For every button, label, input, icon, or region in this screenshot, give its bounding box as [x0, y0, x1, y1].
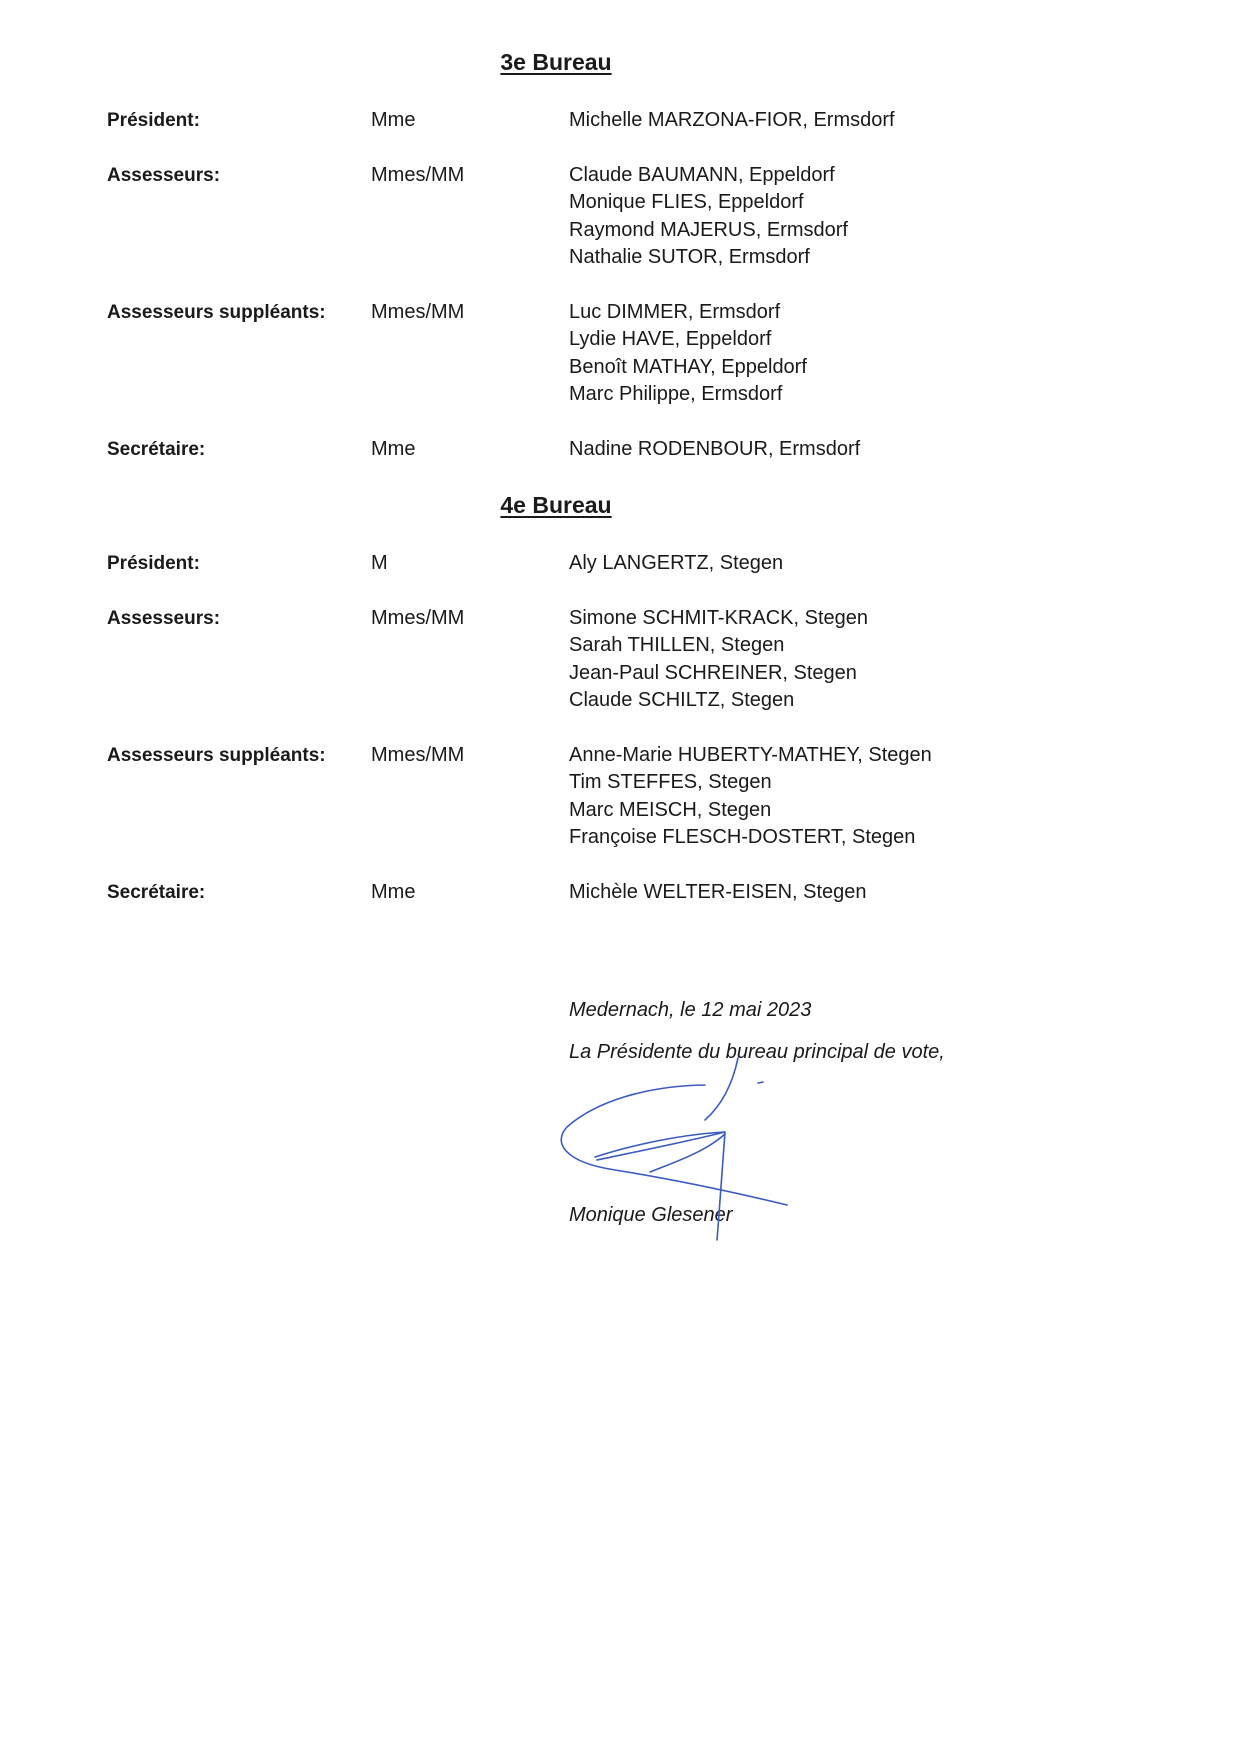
handwritten-signature: [555, 1052, 805, 1252]
member-name: Françoise FLESCH-DOSTERT, Stegen: [569, 826, 916, 849]
role-label: Secrétaire:: [107, 439, 206, 460]
role-label: Assesseurs:: [107, 165, 221, 186]
role-label: Président:: [107, 110, 200, 131]
member-name: Raymond MAJERUS, Ermsdorf: [569, 218, 848, 241]
civility-title: Mme: [371, 109, 416, 131]
member-name: Lydie HAVE, Eppeldorf: [569, 328, 772, 351]
member-names: [569, 162, 848, 272]
signatory-function: La Présidente du bureau principal de vote,: [569, 1041, 945, 1063]
member-name: Luc DIMMER, Ermsdorf: [569, 301, 781, 323]
civility-title: Mmes/MM: [371, 301, 465, 323]
member-name: Claude BAUMANN, Eppeldorf: [569, 164, 835, 186]
civility-title: Mmes/MM: [371, 744, 465, 766]
member-name: Jean-Paul SCHREINER, Stegen: [569, 661, 857, 684]
member-name: Nathalie SUTOR, Ermsdorf: [569, 246, 810, 269]
role-label: Président:: [107, 553, 200, 574]
member-names: [569, 742, 932, 852]
member-name: Michelle MARZONA-FIOR, Ermsdorf: [569, 109, 895, 131]
role-label: Assesseurs:: [107, 608, 221, 629]
member-names: [569, 605, 868, 715]
member-name: Marc MEISCH, Stegen: [569, 798, 772, 821]
member-name: Claude SCHILTZ, Stegen: [569, 689, 795, 712]
role-label: Secrétaire:: [107, 882, 206, 903]
member-name: Aly LANGERTZ, Stegen: [569, 552, 784, 574]
member-names: [569, 879, 867, 906]
signature-stroke: [705, 1058, 738, 1120]
member-name: Simone SCHMIT-KRACK, Stegen: [569, 607, 868, 629]
member-name: Sarah THILLEN, Stegen: [569, 634, 785, 657]
role-label: Assesseurs suppléants:: [107, 745, 326, 766]
member-name: Marc Philippe, Ermsdorf: [569, 383, 783, 406]
member-name: Tim STEFFES, Stegen: [569, 771, 772, 794]
member-name: Monique FLIES, Eppeldorf: [569, 191, 804, 214]
civility-title: Mmes/MM: [371, 607, 465, 629]
member-name: Michèle WELTER-EISEN, Stegen: [569, 881, 867, 903]
civility-title: Mme: [371, 881, 416, 903]
member-names: [569, 436, 860, 463]
member-name: Nadine RODENBOUR, Ermsdorf: [569, 438, 861, 460]
civility-title: M: [371, 552, 388, 574]
member-name: Benoît MATHAY, Eppeldorf: [569, 355, 807, 378]
member-name: Anne-Marie HUBERTY-MATHEY, Stegen: [569, 744, 932, 766]
role-label: Assesseurs suppléants:: [107, 302, 326, 323]
signature-stroke: [717, 1132, 725, 1240]
bureau-3-heading: 3e Bureau: [500, 49, 612, 75]
signature-stroke: [758, 1082, 763, 1083]
member-names: [569, 299, 807, 409]
place-date: Medernach, le 12 mai 2023: [569, 999, 812, 1021]
civility-title: Mme: [371, 438, 416, 460]
bureau-4-heading: 4e Bureau: [500, 492, 612, 518]
civility-title: Mmes/MM: [371, 164, 465, 186]
signature-stroke: [561, 1085, 787, 1205]
signature-stroke: [595, 1132, 725, 1160]
member-names: [569, 107, 895, 134]
signatory-name: Monique Glesener: [569, 1204, 733, 1226]
member-names: [569, 550, 783, 577]
